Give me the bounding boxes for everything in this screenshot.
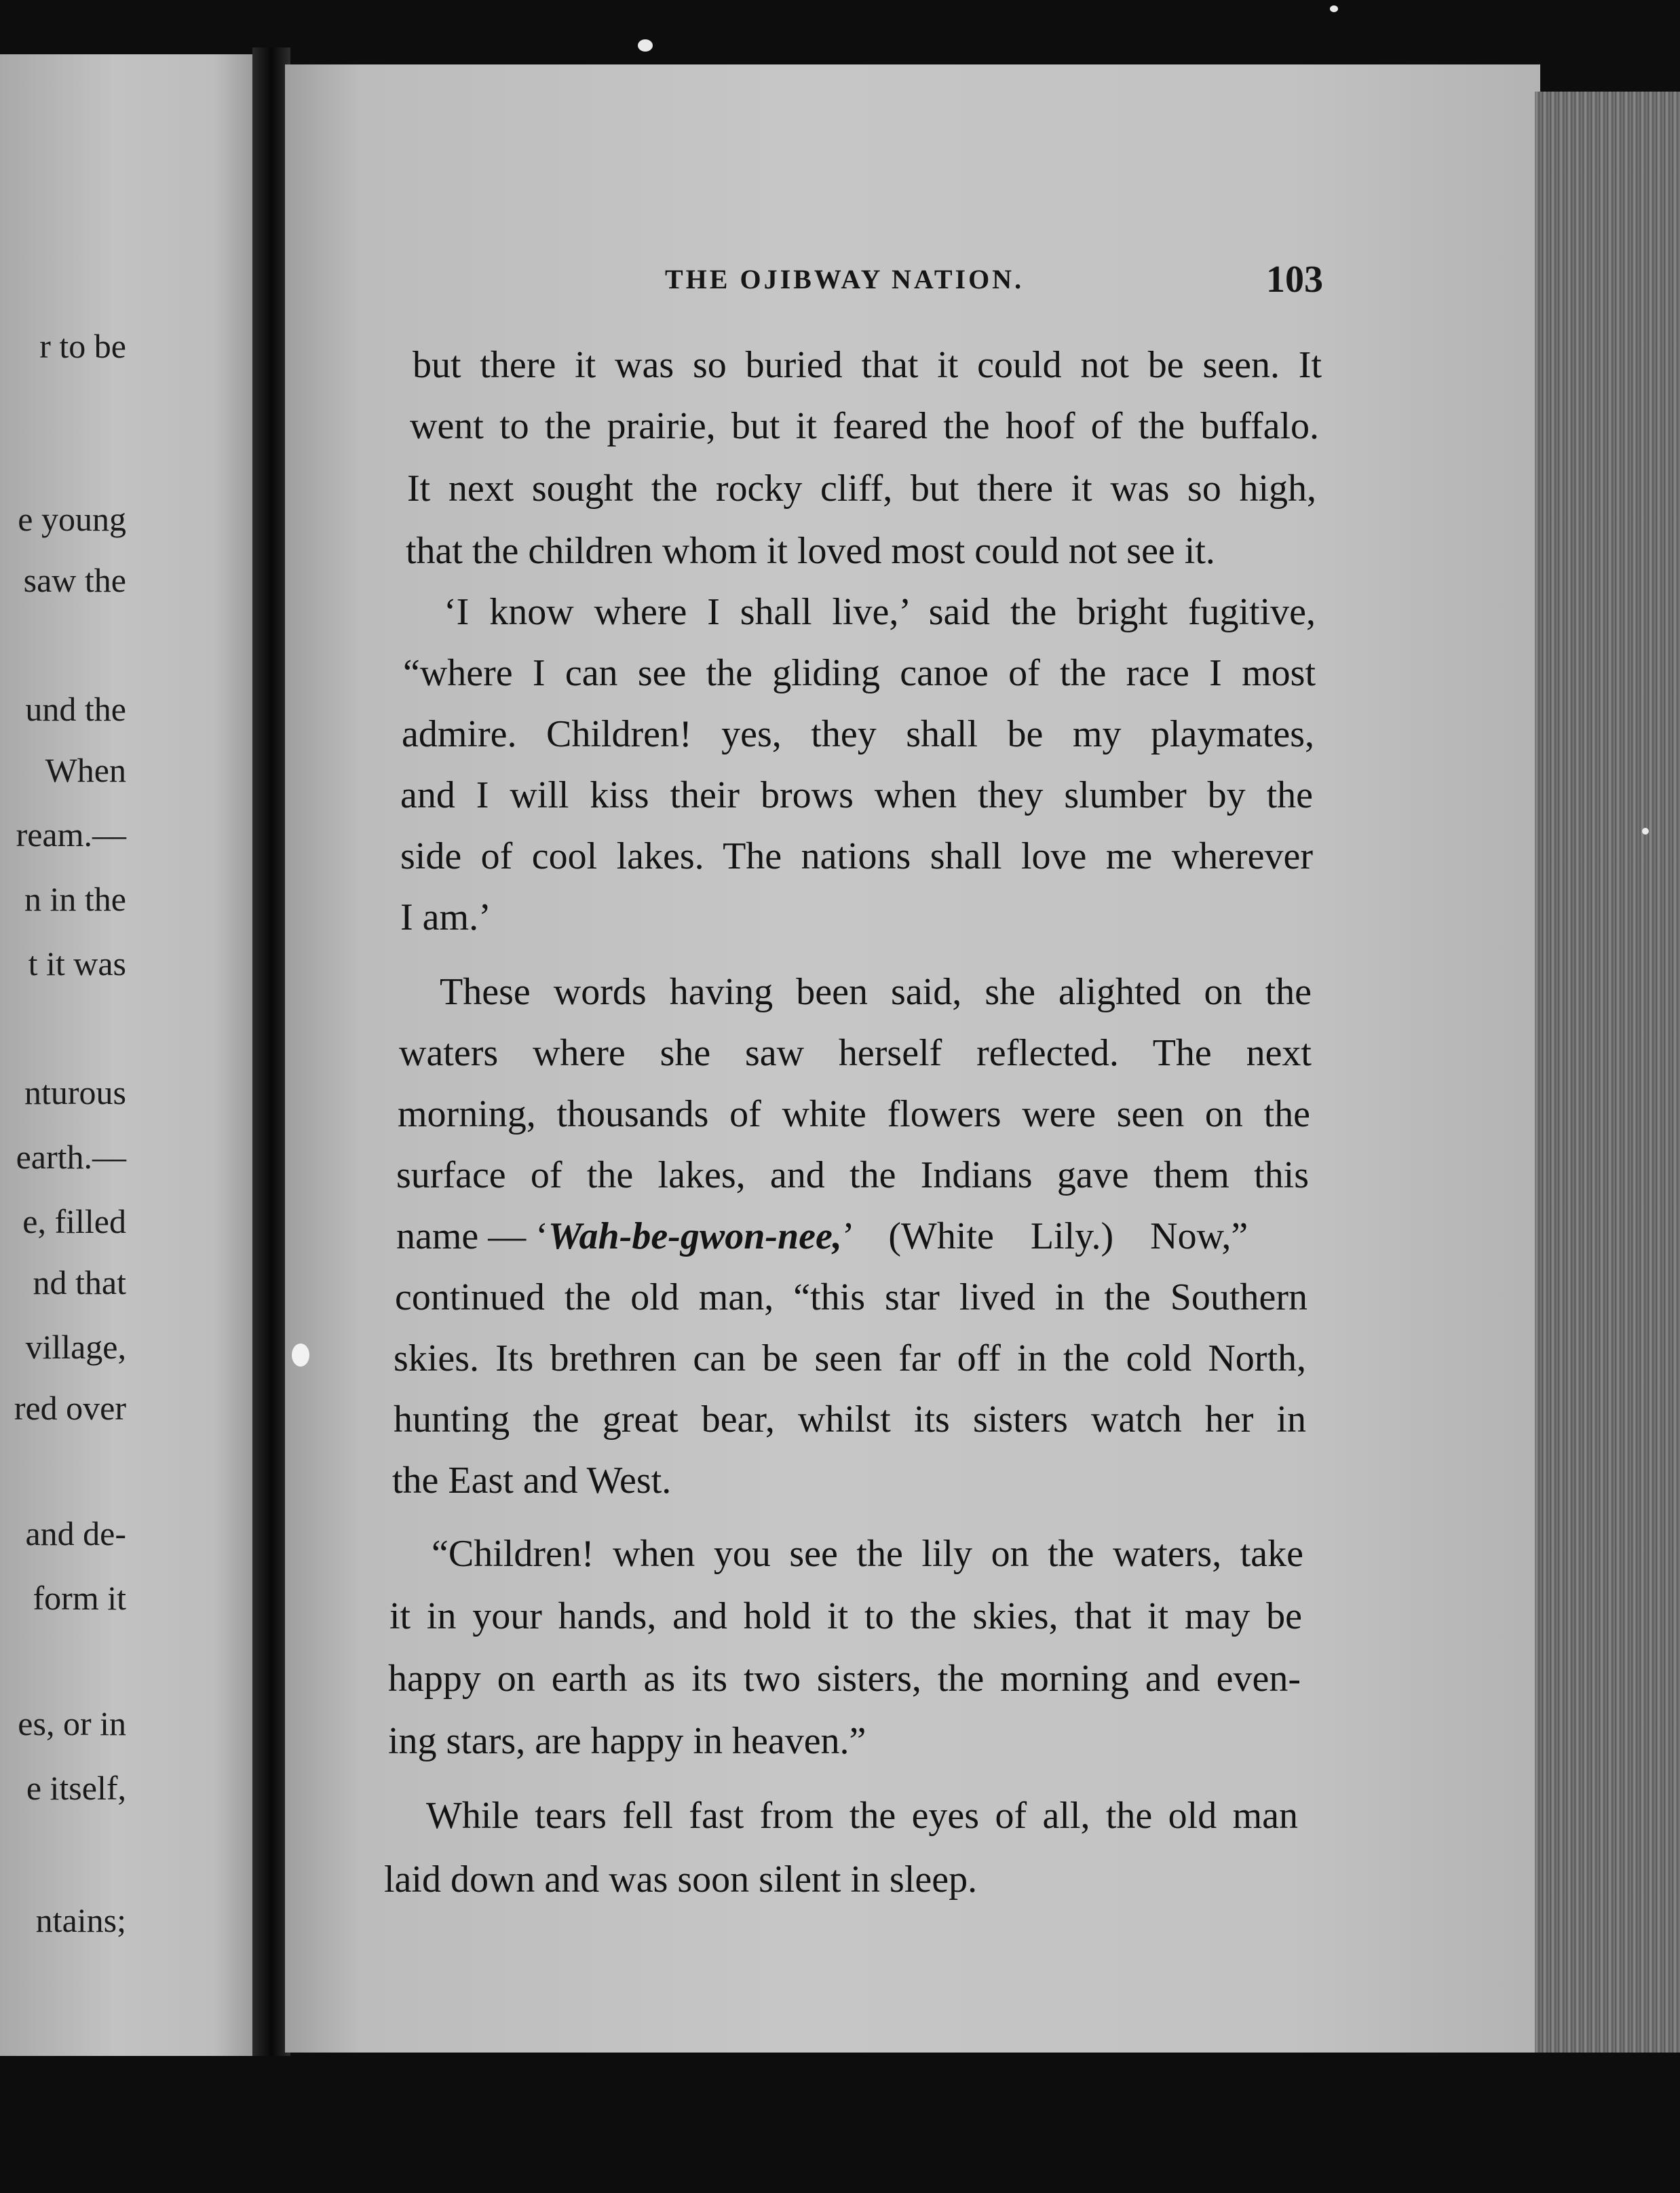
text-line: it in your hands, and hold it to the skies, that it may be [389, 1595, 1302, 1637]
facing-page-line: e, filled [22, 1202, 126, 1240]
facing-page-line: ream.— [16, 816, 126, 854]
text-line: but there it was so buried that it could not be seen. It [413, 344, 1322, 386]
text-line: “where I can see the gliding canoe of the race I most [403, 652, 1316, 694]
running-title: THE OJIBWAY NATION. [665, 264, 1025, 294]
facing-page-line: ntains; [35, 1901, 126, 1939]
facing-page-line: e itself, [26, 1769, 126, 1807]
text-line [396, 1209, 1309, 1263]
facing-page-line: r to be [39, 327, 126, 365]
dust-speck [292, 1343, 309, 1367]
text-line: the East and West. [392, 1460, 672, 1502]
facing-page-line: earth.— [16, 1138, 126, 1176]
text-line: admire. Children! yes, they shall be my playmates, [402, 713, 1314, 755]
facing-page-line: t it was [28, 945, 126, 983]
text-line: waters where she saw herself reflected. The next [399, 1032, 1312, 1074]
text-line: hunting the great bear, whilst its sisters watch her in [394, 1398, 1306, 1441]
facing-page-line: nd that [33, 1263, 126, 1301]
lily-name: Wah-be-gwon-nee, [548, 1215, 842, 1257]
facing-page-line: red over [14, 1389, 126, 1427]
facing-page-line: village, [25, 1328, 126, 1366]
text-line: laid down and was soon silent in sleep. [384, 1858, 978, 1901]
page-number: 103 [1266, 259, 1323, 301]
text-line: While tears fell fast from the eyes of all, the old man [426, 1795, 1298, 1837]
text-line: continued the old man, “this star lived in the Southern [395, 1276, 1307, 1318]
text-line: that the children whom it loved most could not see it. [406, 530, 1215, 572]
facing-page-line: and de- [25, 1514, 126, 1552]
text-line: went to the prairie, but it feared the hoof of the buffalo. [410, 405, 1319, 447]
text-line: surface of the lakes, and the Indians gave them this [396, 1154, 1309, 1196]
facing-page-line: nturous [24, 1073, 126, 1111]
facing-page-line: und the [25, 690, 126, 728]
dust-speck [1330, 5, 1338, 12]
text-line: I am.’ [400, 896, 491, 938]
facing-page-line: e young [18, 500, 126, 538]
facing-page-line: form it [33, 1579, 126, 1617]
facing-page-line: n in the [24, 880, 126, 918]
text-segment: name — ‘ [396, 1215, 548, 1257]
text-line: and I will kiss their brows when they slumber by the [400, 774, 1313, 816]
text-line: “Children! when you see the lily on the waters, take [432, 1533, 1303, 1575]
facing-page-line: saw the [23, 561, 126, 599]
text-line: It next sought the rocky cliff, but there it was so high, [407, 468, 1316, 510]
text-line: morning, thousands of white flowers were seen on the [398, 1093, 1310, 1135]
text-line: side of cool lakes. The nations shall love me wherever [400, 835, 1313, 877]
text-line: These words having been said, she alighted on the [440, 971, 1312, 1013]
dust-speck [1642, 828, 1649, 835]
text-segment: ’ (White Lily.) Now,” [841, 1215, 1248, 1257]
facing-page-line: es, or in [18, 1704, 126, 1742]
text-line: ing stars, are happy in heaven.” [388, 1720, 866, 1762]
dust-speck [638, 39, 653, 52]
text-line: skies. Its brethren can be seen far off in the cold North, [394, 1337, 1306, 1379]
text-line: ‘I know where I shall live,’ said the bright fugitive, [444, 591, 1316, 633]
text-line: happy on earth as its two sisters, the morning and even- [388, 1658, 1301, 1700]
facing-page-line: When [45, 751, 126, 789]
